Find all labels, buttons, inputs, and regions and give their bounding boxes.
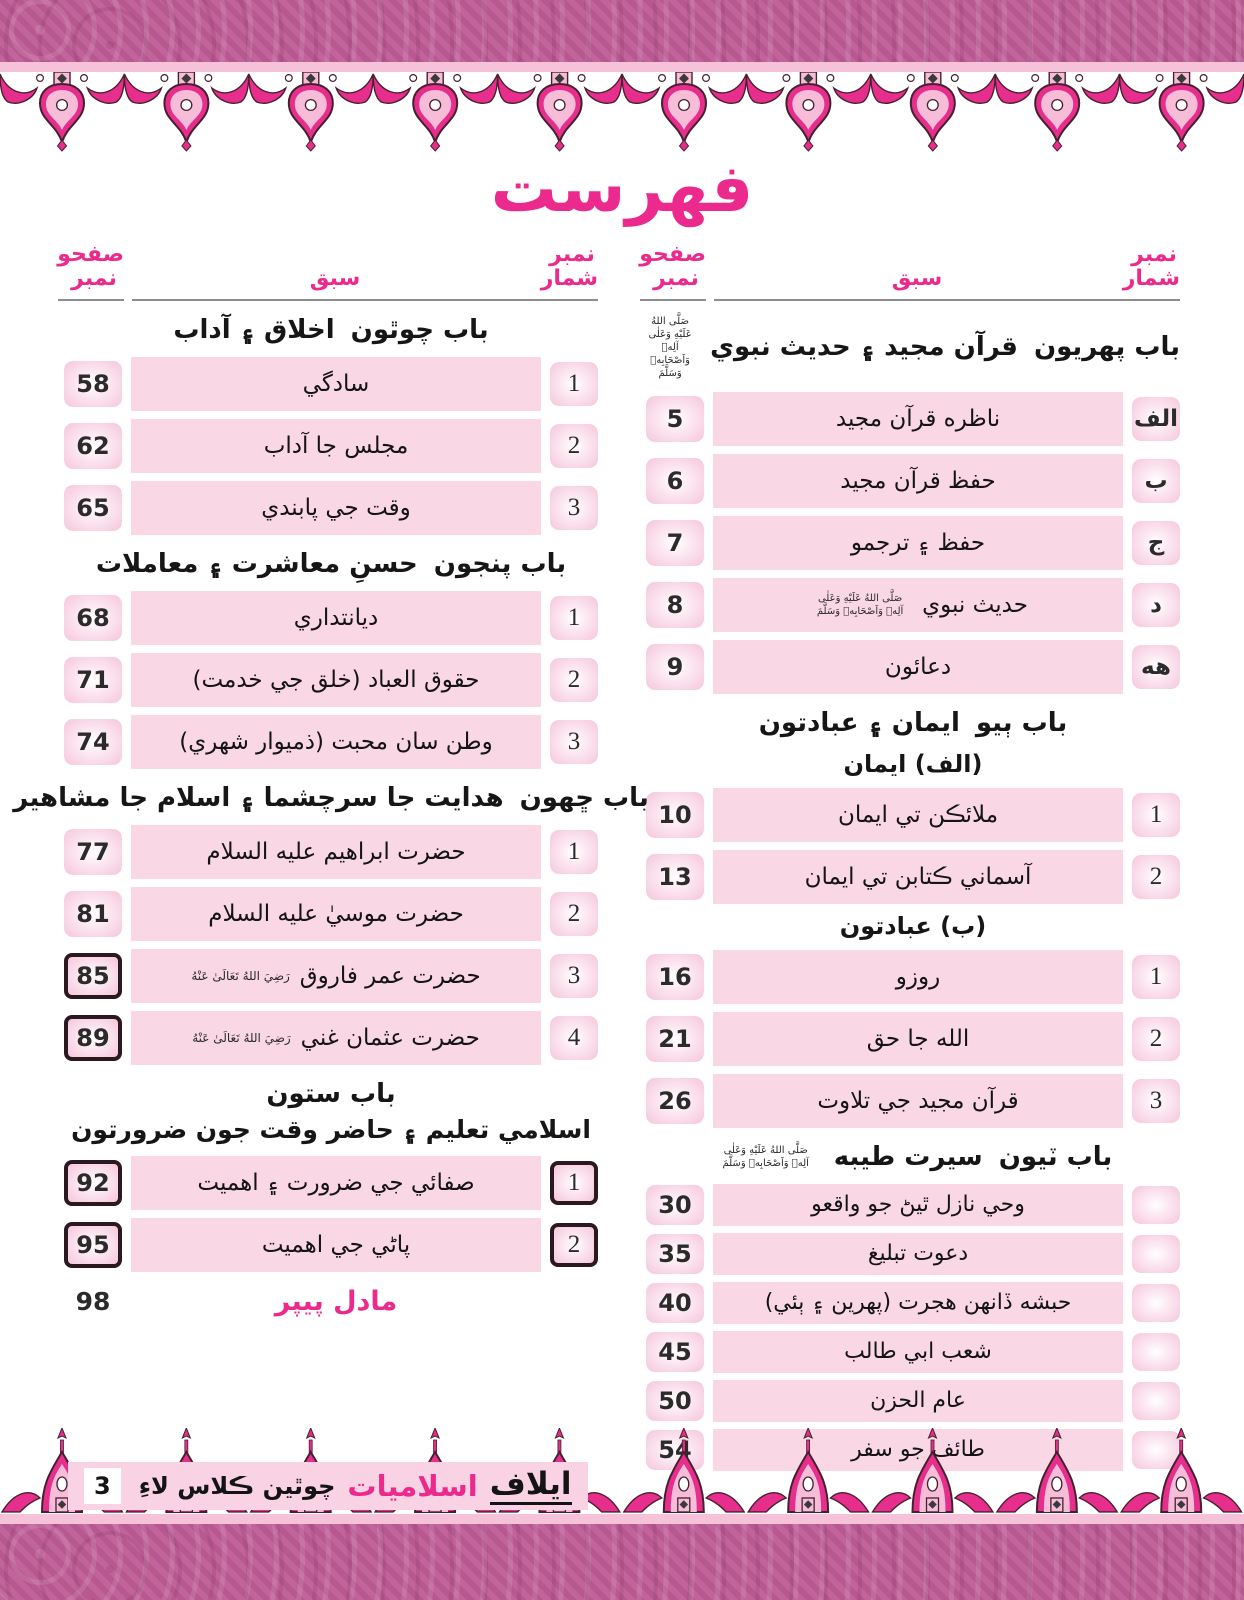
header-serial: نمبر شمار <box>1128 243 1180 301</box>
page-number-box: 26 <box>646 1078 704 1124</box>
toc-row <box>646 640 1180 694</box>
section-subheading: (ب) عبادتون <box>839 911 987 940</box>
chapter-title: ايمان ۽ عبادتون <box>758 707 960 738</box>
lesson-title: ديانتداري <box>293 604 379 631</box>
chapter-heading <box>646 1142 1180 1172</box>
header-serial: نمبر شمار <box>546 243 598 301</box>
serial-number-box: د <box>1132 583 1180 627</box>
chapter-heading <box>64 1079 598 1109</box>
lesson-bar[interactable] <box>131 1156 541 1210</box>
bottom-pink-strip <box>0 1514 1244 1524</box>
page-title: فهرست <box>490 150 754 227</box>
chapter-name: باب ٻيو <box>975 707 1068 738</box>
toc-column-second <box>13 242 649 1478</box>
lesson-bar[interactable] <box>131 1011 541 1065</box>
toc-row <box>646 392 1180 446</box>
lesson-title: وطن سان محبت (ذميوار شهري) <box>179 728 493 755</box>
page-number-box: 89 <box>64 1015 122 1061</box>
lesson-title: حفظ قرآن مجيد <box>840 467 996 494</box>
toc-row <box>646 788 1180 842</box>
toc-row <box>646 1184 1180 1226</box>
serial-number-box: الف <box>1132 397 1180 441</box>
toc-row <box>646 1074 1180 1128</box>
serial-number-box: 2 <box>550 892 598 936</box>
lesson-bar[interactable] <box>713 516 1123 570</box>
page-number-box: 85 <box>64 953 122 999</box>
lesson-title: حضرت موسيٰ عليه السلام <box>208 900 464 927</box>
page-number-box: 74 <box>64 719 122 765</box>
chapter-name: باب چوٿون <box>350 314 489 345</box>
serial-number-box: 3 <box>1132 1079 1180 1123</box>
lesson-title: روزو <box>895 963 941 990</box>
toc-row <box>64 419 598 473</box>
toc-row <box>64 357 598 411</box>
page-number-box: 65 <box>64 485 122 531</box>
lesson-bar[interactable] <box>713 578 1123 632</box>
serial-number-box: 2 <box>550 424 598 468</box>
serial-number-box: 1 <box>1132 955 1180 999</box>
serial-number-box <box>1132 1382 1180 1420</box>
lesson-title: عام الحزن <box>870 1388 966 1413</box>
toc-columns <box>0 243 1244 1478</box>
toc-row <box>646 1233 1180 1275</box>
lesson-bar[interactable] <box>131 949 541 1003</box>
toc-row <box>646 950 1180 1004</box>
bottom-ornamental-band <box>0 1524 1244 1600</box>
top-pink-strip <box>0 62 1244 72</box>
model-paper-page-number: 98 <box>75 1286 111 1316</box>
page-number-box: 62 <box>64 423 122 469</box>
lesson-bar[interactable] <box>131 357 541 411</box>
lesson-bar[interactable] <box>131 825 541 879</box>
column-header-row <box>639 242 1180 301</box>
chapter-heading <box>13 782 649 813</box>
lesson-bar[interactable] <box>131 591 541 645</box>
lesson-bar[interactable] <box>713 788 1123 842</box>
honorific-text: رَضِيَ اللهُ تَعَالَىٰ عَنْهُ <box>191 968 290 983</box>
header-lesson: سبق <box>132 267 538 301</box>
lesson-title: وحي نازل ٿيڻ جو واقعو <box>811 1192 1025 1217</box>
page-number-box: 6 <box>646 458 704 504</box>
serial-number-box: 1 <box>550 830 598 874</box>
serial-number-box: 2 <box>1132 855 1180 899</box>
honorific-text: صَلَّى اللهُ عَلَيْهِ وَعَلٰى آلِهٖ وَاَصْحَابِهٖ وَسَلَّمَ <box>722 1144 809 1169</box>
lesson-title: دعائون <box>884 653 952 680</box>
lesson-bar[interactable] <box>131 715 541 769</box>
top-pendant-border-icon <box>0 72 1244 152</box>
lesson-bar[interactable] <box>713 1012 1123 1066</box>
chapter-name: باب ستون <box>266 1078 396 1109</box>
lesson-title: حقوق العباد (خلق جي خدمت) <box>192 666 480 693</box>
page-number-box: 5 <box>646 396 704 442</box>
page-number-box: 40 <box>646 1283 704 1323</box>
page-number-box: 21 <box>646 1016 704 1062</box>
toc-row <box>646 454 1180 508</box>
chapter-title: حسنِ معاشرت ۽ معاملات <box>95 548 418 579</box>
lesson-bar[interactable] <box>713 1331 1123 1373</box>
lesson-title: حضرت ابراهيم عليه السلام <box>206 838 466 865</box>
page-number-box: 10 <box>646 792 704 838</box>
lesson-title: حديث نبوي <box>922 591 1028 618</box>
lesson-bar[interactable] <box>131 1218 541 1272</box>
serial-number-box <box>1132 1235 1180 1273</box>
serial-number-box: ب <box>1132 459 1180 503</box>
lesson-bar[interactable] <box>131 653 541 707</box>
lesson-title: صفائي جي ضرورت ۽ اهميت <box>197 1169 475 1196</box>
chapter-title: سيرت طيبه <box>833 1141 983 1172</box>
serial-number-box: 3 <box>550 954 598 998</box>
toc-row <box>64 1011 598 1065</box>
lesson-bar[interactable] <box>131 481 541 535</box>
model-paper-row <box>64 1286 598 1317</box>
lesson-title: وقت جي پابندي <box>261 494 411 521</box>
header-underline <box>1114 299 1180 301</box>
toc-row <box>646 1380 1180 1422</box>
section-subheading: (الف) ايمان <box>843 749 983 778</box>
serial-number-box: 2 <box>1132 1017 1180 1061</box>
lesson-title: شعب ابي طالب <box>844 1339 992 1364</box>
serial-number-box: ج <box>1132 521 1180 565</box>
lesson-bar[interactable] <box>713 640 1123 694</box>
lesson-title: حفظ ۽ ترجمو <box>850 529 986 556</box>
book-subject: اسلاميات <box>347 1469 478 1503</box>
chapter-title: قرآن مجيد ۽ حديث نبوي <box>710 332 1018 362</box>
page-number-box: 16 <box>646 954 704 1000</box>
lesson-bar[interactable] <box>131 419 541 473</box>
page-number-box: 81 <box>64 891 122 937</box>
header-underline <box>640 299 706 301</box>
serial-number-box: 2 <box>550 658 598 702</box>
page-number-box: 58 <box>64 361 122 407</box>
chapter-name: باب ٽيون <box>998 1141 1113 1172</box>
lesson-bar[interactable] <box>713 950 1123 1004</box>
lesson-title: حضرت عثمان غني <box>300 1024 480 1051</box>
toc-column-first <box>639 242 1180 1478</box>
lesson-title: طائف جو سفر <box>851 1437 985 1462</box>
column-header-row <box>57 242 598 301</box>
lesson-bar[interactable] <box>131 887 541 941</box>
lesson-title: ملائڪن تي ايمان <box>837 801 999 828</box>
lesson-title: مجلس جا آداب <box>263 432 409 459</box>
page-number-box: 13 <box>646 854 704 900</box>
honorific-text: رَضِيَ اللهُ تَعَالَىٰ عَنْهُ <box>192 1030 291 1045</box>
toc-row <box>64 1156 598 1210</box>
lesson-bar[interactable] <box>713 1233 1123 1275</box>
page-number-box: 92 <box>64 1160 122 1206</box>
lesson-bar[interactable] <box>713 454 1123 508</box>
toc-content <box>0 150 1244 1478</box>
serial-number-box: 1 <box>550 1161 598 1205</box>
toc-row <box>64 481 598 535</box>
toc-row <box>64 949 598 1003</box>
chapter-name: باب پهريون <box>1033 332 1180 362</box>
serial-number-box: 2 <box>550 1223 598 1267</box>
header-underline <box>714 299 1120 301</box>
serial-number-box: 1 <box>550 362 598 406</box>
header-underline <box>532 299 598 301</box>
lesson-title: حبشه ڏانهن هجرت (پهرين ۽ ٻئي) <box>764 1290 1072 1315</box>
header-underline <box>58 299 124 301</box>
page-number-box: 68 <box>64 595 122 641</box>
chapter-name: باب ڇهون <box>519 782 649 813</box>
toc-row <box>646 516 1180 570</box>
page-number-box: 9 <box>646 644 704 690</box>
page-number-box: 30 <box>646 1185 704 1225</box>
toc-row <box>64 887 598 941</box>
page-number-box: 45 <box>646 1332 704 1372</box>
serial-number-box <box>1132 1284 1180 1322</box>
lesson-title: آسماني ڪتابن تي ايمان <box>804 863 1032 890</box>
footer-logo-bar <box>68 1462 588 1510</box>
toc-row <box>646 1282 1180 1324</box>
lesson-title: دعوت تبليغ <box>867 1241 969 1266</box>
publisher-logo: ايلاف <box>490 1467 572 1504</box>
lesson-title: الله جا حق <box>866 1025 970 1052</box>
lesson-title: پاڻي جي اهميت <box>261 1231 411 1258</box>
header-underline <box>132 299 538 301</box>
honorific-text: صَلَّى اللهُ عَلَيْهِ وَعَلٰى آلِهٖ وَاَصْحَابِهٖ وَسَلَّمَ <box>816 592 904 617</box>
lesson-title: حضرت عمر فاروق <box>299 962 481 989</box>
toc-row <box>646 1012 1180 1066</box>
chapter-title: هدايت جا سرچشما ۽ اسلام جا مشاهير <box>13 782 504 813</box>
header-page: صفحو نمبر <box>64 243 124 301</box>
chapter-heading <box>646 708 1180 738</box>
header-page: صفحو نمبر <box>646 243 706 301</box>
lesson-bar[interactable] <box>713 1380 1123 1422</box>
top-ornamental-band <box>0 0 1244 62</box>
toc-row <box>64 825 598 879</box>
serial-number-box: هه <box>1132 645 1180 689</box>
toc-row <box>64 715 598 769</box>
serial-number-box: 1 <box>1132 793 1180 837</box>
model-paper-label: مادل پيپر <box>274 1285 398 1317</box>
serial-number-box: 1 <box>550 596 598 640</box>
honorific-text: صَلَّى اللهُ عَلَيْهِ وَعَلٰى آلِهٖ وَاَصْحَابِهٖ وَسَلَّمَ <box>648 315 692 379</box>
lesson-bar[interactable] <box>713 1282 1123 1324</box>
lesson-bar[interactable] <box>713 392 1123 446</box>
page-number-box: 54 <box>646 1430 704 1470</box>
serial-number-box: 3 <box>550 486 598 530</box>
page-number-box: 95 <box>64 1222 122 1268</box>
serial-number-box: 4 <box>550 1016 598 1060</box>
book-grade: چوٿين ڪلاس لاءِ <box>138 1472 336 1500</box>
lesson-title: ناظره قرآن مجيد <box>835 405 1001 432</box>
lesson-title: سادگي <box>302 370 370 397</box>
toc-row <box>64 1218 598 1272</box>
toc-row <box>64 591 598 645</box>
chapter-heading <box>64 549 598 579</box>
page-number-box: 50 <box>646 1381 704 1421</box>
page-number-box: 77 <box>64 829 122 875</box>
serial-number-box <box>1132 1186 1180 1224</box>
chapter-title: اخلاق ۽ آداب <box>173 314 335 345</box>
chapter-name: باب پنجون <box>433 548 567 579</box>
toc-row <box>646 850 1180 904</box>
page-number-box: 35 <box>646 1234 704 1274</box>
footer-page-number: 3 <box>84 1468 121 1504</box>
page-number-box: 7 <box>646 520 704 566</box>
lesson-bar[interactable] <box>713 1184 1123 1226</box>
lesson-bar[interactable] <box>713 850 1123 904</box>
toc-row <box>646 1331 1180 1373</box>
lesson-title: قرآن مجيد جي تلاوت <box>817 1087 1019 1114</box>
page-number-box: 71 <box>64 657 122 703</box>
lesson-bar[interactable] <box>713 1074 1123 1128</box>
serial-number-box: 3 <box>550 720 598 764</box>
page-number-box: 8 <box>646 582 704 628</box>
chapter-title-line2: اسلامي تعليم ۽ حاضر وقت جون ضرورتون <box>71 1114 591 1144</box>
header-lesson: سبق <box>714 267 1120 301</box>
toc-row <box>646 578 1180 632</box>
toc-row <box>64 653 598 707</box>
chapter-heading <box>64 315 598 345</box>
chapter-heading <box>646 315 1180 380</box>
serial-number-box <box>1132 1333 1180 1371</box>
